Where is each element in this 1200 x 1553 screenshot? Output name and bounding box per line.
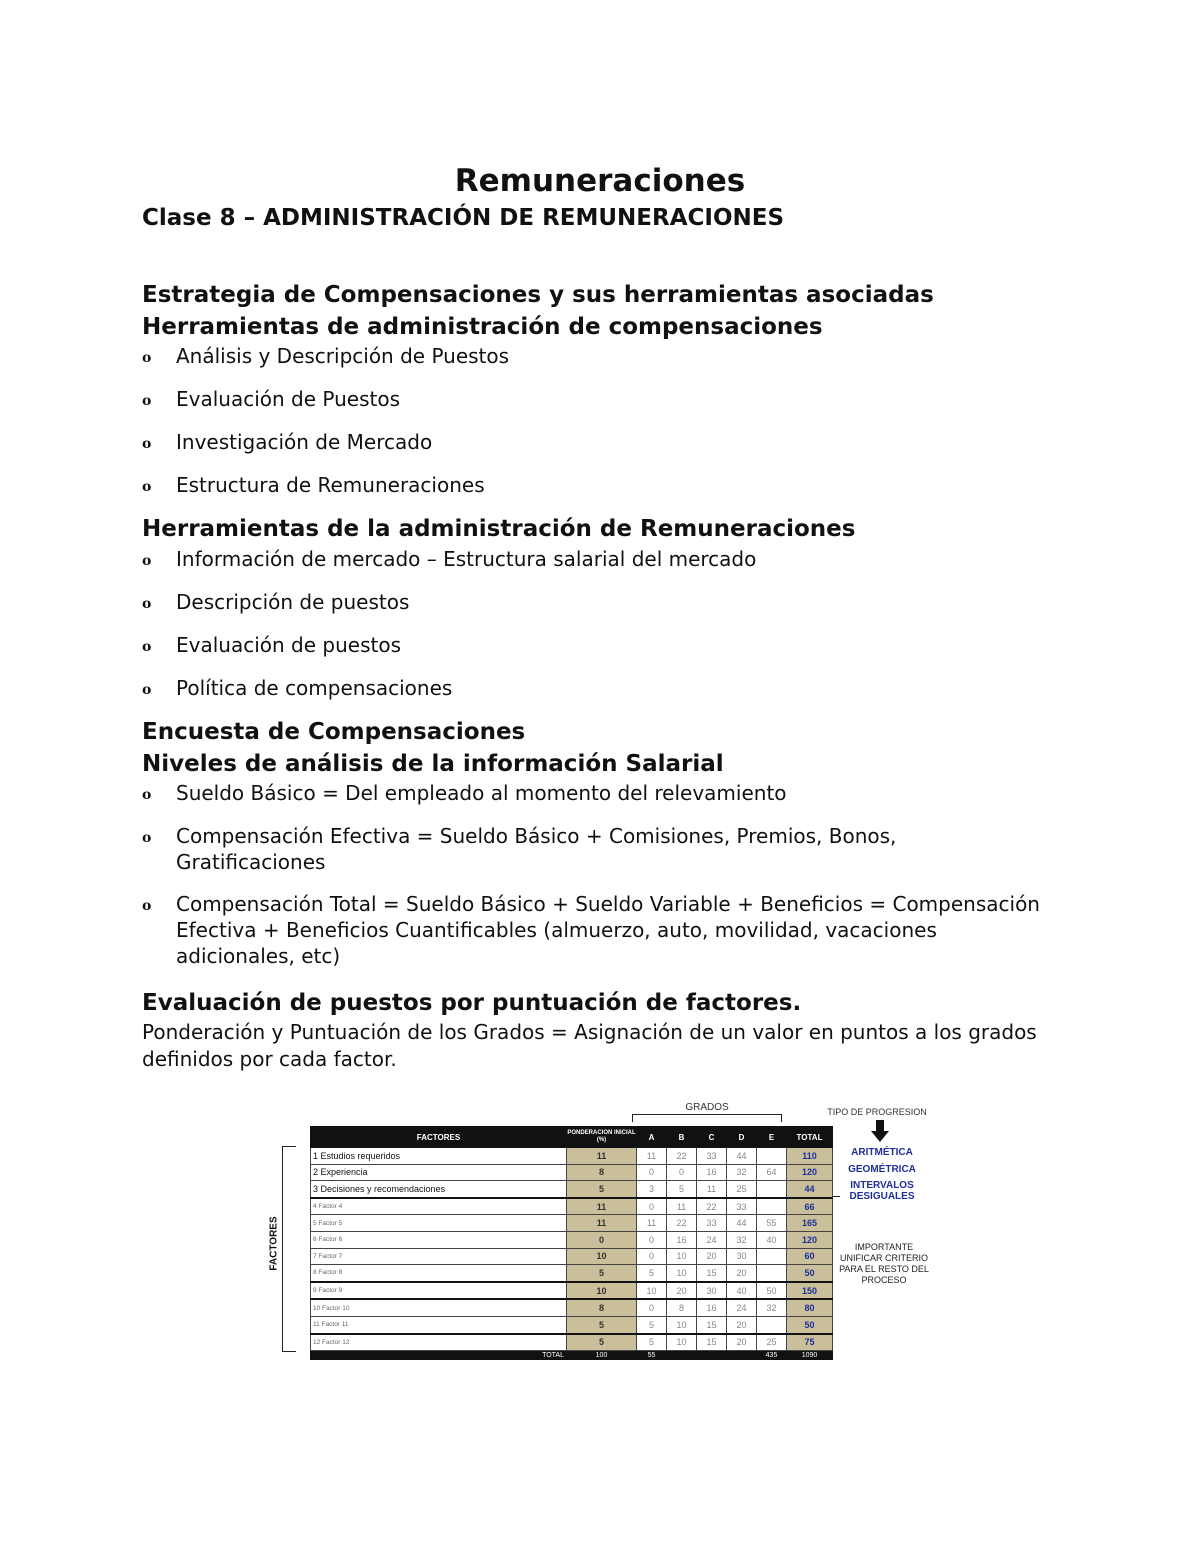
cell-d: 25 [727,1181,757,1198]
cell-total: 50 [787,1316,833,1333]
cell-c: 22 [697,1198,727,1215]
cell-d: 30 [727,1248,757,1265]
cell-d: 44 [727,1148,757,1165]
total-cell-label: TOTAL [311,1351,567,1360]
cell-pond: 5 [567,1316,637,1333]
progression-aritmetica: ARITMÉTICA [851,1147,913,1158]
herramientas-remuneraciones-list [142,546,1062,701]
cell-pond: 0 [567,1231,637,1248]
cell-a: 10 [637,1282,667,1300]
cell-d: 20 [727,1265,757,1282]
cell-a: 3 [637,1181,667,1198]
cell-total: 80 [787,1299,833,1316]
factors-table [310,1126,833,1360]
unificar-criterio-note: IMPORTANTE UNIFICAR CRITERIO PARA EL RESTO DEL PROCESO [839,1242,929,1285]
herramientas-remuneraciones-heading: Herramientas de la administración de Remuneraciones [142,516,856,542]
factor-name-cell: 7 Factor 7 [311,1248,567,1265]
header-b: B [667,1127,697,1148]
niveles-heading: Niveles de análisis de la información Salarial [142,751,724,777]
cell-total: 66 [787,1198,833,1215]
down-arrow-icon [876,1120,884,1131]
list-item: o Evaluación de Puestos [142,386,1062,412]
cell-b: 5 [667,1181,697,1198]
cell-c: 11 [697,1181,727,1198]
cell-b: 10 [667,1334,697,1351]
cell-pond: 8 [567,1299,637,1316]
cell-b: 11 [667,1198,697,1215]
cell-a: 0 [637,1248,667,1265]
total-cell-a: 55 [637,1351,667,1360]
header-ponderacion: PONDERACION INICIAL (%) [567,1127,637,1148]
class-subtitle: Clase 8 – ADMINISTRACIÓN DE REMUNERACIONES [142,205,785,231]
cell-pond: 11 [567,1198,637,1215]
cell-pond: 5 [567,1181,637,1198]
cell-b: 0 [667,1164,697,1181]
bullet-mark: o [142,639,152,655]
grados-label: GRADOS [685,1102,729,1113]
cell-c: 33 [697,1148,727,1165]
bullet-mark: o [142,479,152,495]
cell-c: 33 [697,1215,727,1232]
cell-total: 165 [787,1215,833,1232]
header-total: TOTAL [787,1127,833,1148]
cell-total: 120 [787,1164,833,1181]
table-row [311,1164,833,1181]
cell-d: 44 [727,1215,757,1232]
cell-e [757,1316,787,1333]
cell-c: 16 [697,1164,727,1181]
cell-e: 25 [757,1334,787,1351]
list-item: o Descripción de puestos [142,589,1062,615]
cell-pond: 10 [567,1248,637,1265]
cell-a: 0 [637,1299,667,1316]
list-item: o Investigación de Mercado [142,429,1062,455]
table-row [311,1299,833,1316]
progression-geometrica: GEOMÉTRICA [848,1164,916,1175]
evaluacion-heading: Evaluación de puestos por puntuación de factores. [142,990,802,1016]
header-d: D [727,1127,757,1148]
encuesta-heading: Encuesta de Compensaciones [142,719,526,745]
cell-c: 30 [697,1282,727,1300]
cell-total: 75 [787,1334,833,1351]
bullet-mark: o [142,393,152,409]
cell-pond: 5 [567,1265,637,1282]
total-cell-total: 1090 [787,1351,833,1360]
factor-name-cell: 2 Experiencia [311,1164,567,1181]
factor-name-cell: 1 Estudios requeridos [311,1148,567,1165]
factor-evaluation-figure [262,1098,942,1368]
estrategia-heading: Estrategia de Compensaciones y sus herramientas asociadas [142,282,934,308]
cell-d: 24 [727,1299,757,1316]
list-item: o Compensación Total = Sueldo Básico + Sueldo Variable + Beneficios = Compensación Efectiva + Beneficios Cuantificables (almuerzo, auto, movilidad, vacaciones adicionales, etc) [142,892,1040,968]
table-row [311,1231,833,1248]
cell-e [757,1265,787,1282]
bullet-mark: o [142,553,152,569]
cell-a: 0 [637,1198,667,1215]
cell-b: 20 [667,1282,697,1300]
header-e: E [757,1127,787,1148]
list-item: o Evaluación de puestos [142,632,1062,658]
factor-name-cell: 11 Factor 11 [311,1316,567,1333]
cell-b: 10 [667,1265,697,1282]
cell-pond: 10 [567,1282,637,1300]
cell-pond: 5 [567,1334,637,1351]
cell-d: 32 [727,1231,757,1248]
evaluacion-paragraph: Ponderación y Puntuación de los Grados = Asignación de un valor en puntos a los grados definidos por cada factor. [142,1020,1037,1071]
bullet-mark: o [142,787,152,803]
cell-c: 16 [697,1299,727,1316]
cell-e: 50 [757,1282,787,1300]
factor-name-cell: 5 Factor 5 [311,1215,567,1232]
list-item: o Compensación Efectiva = Sueldo Básico + Comisiones, Premios, Bonos, Gratificaciones [142,824,897,874]
factores-brace [282,1146,296,1352]
niveles-list [142,780,1042,969]
cell-e: 64 [757,1164,787,1181]
cell-c: 15 [697,1316,727,1333]
cell-c: 24 [697,1231,727,1248]
cell-d: 40 [727,1282,757,1300]
factor-name-cell: 12 Factor 12 [311,1334,567,1351]
table-row [311,1181,833,1198]
bullet-mark: o [142,596,152,612]
list-item: o Información de mercado – Estructura salarial del mercado [142,546,1062,572]
cell-e: 55 [757,1215,787,1232]
factor-name-cell: 6 Factor 6 [311,1231,567,1248]
tipo-progresion-label: TIPO DE PROGRESION [827,1107,927,1117]
cell-d: 33 [727,1198,757,1215]
cell-c: 15 [697,1334,727,1351]
factor-name-cell: 3 Decisiones y recomendaciones [311,1181,567,1198]
cell-b: 22 [667,1215,697,1232]
total-cell-b [667,1351,697,1360]
pointer-tick [832,1196,840,1197]
factor-name-cell: 8 Factor 8 [311,1265,567,1282]
list-item: o Estructura de Remuneraciones [142,472,1062,498]
cell-d: 20 [727,1334,757,1351]
table-row [311,1148,833,1165]
bullet-mark: o [142,436,152,452]
list-item: o Política de compensaciones [142,675,1062,701]
cell-b: 22 [667,1148,697,1165]
table-total-row [311,1351,833,1360]
table-row [311,1334,833,1351]
cell-e [757,1148,787,1165]
header-a: A [637,1127,667,1148]
cell-total: 150 [787,1282,833,1300]
cell-a: 0 [637,1231,667,1248]
table-row [311,1248,833,1265]
total-cell-pond: 100 [567,1351,637,1360]
cell-a: 11 [637,1148,667,1165]
factor-name-cell: 9 Factor 9 [311,1282,567,1300]
cell-d: 20 [727,1316,757,1333]
cell-b: 8 [667,1299,697,1316]
cell-e [757,1248,787,1265]
bullet-mark: o [142,830,152,846]
cell-b: 10 [667,1248,697,1265]
cell-total: 50 [787,1265,833,1282]
cell-e: 40 [757,1231,787,1248]
bullet-mark: o [142,350,152,366]
down-arrow-head-icon [871,1131,889,1142]
list-item: o Sueldo Básico = Del empleado al momento del relevamiento [142,780,1042,806]
total-cell-c [697,1351,727,1360]
grados-brace [632,1114,782,1122]
cell-a: 5 [637,1334,667,1351]
cell-b: 10 [667,1316,697,1333]
total-cell-e: 435 [757,1351,787,1360]
total-cell-d [727,1351,757,1360]
table-row [311,1282,833,1300]
cell-e [757,1181,787,1198]
table-header-row [311,1127,833,1148]
herramientas-compensaciones-heading: Herramientas de administración de compensaciones [142,314,823,340]
header-c: C [697,1127,727,1148]
cell-total: 60 [787,1248,833,1265]
cell-pond: 11 [567,1215,637,1232]
cell-total: 44 [787,1181,833,1198]
factor-name-cell: 4 Factor 4 [311,1198,567,1215]
bullet-mark: o [142,898,152,914]
cell-c: 20 [697,1248,727,1265]
bullet-mark: o [142,682,152,698]
header-factores: FACTORES [311,1127,567,1148]
cell-total: 110 [787,1148,833,1165]
table-row [311,1265,833,1282]
cell-d: 32 [727,1164,757,1181]
cell-a: 5 [637,1316,667,1333]
cell-pond: 11 [567,1148,637,1165]
table-row [311,1316,833,1333]
table-row [311,1215,833,1232]
cell-a: 11 [637,1215,667,1232]
cell-total: 120 [787,1231,833,1248]
cell-a: 5 [637,1265,667,1282]
cell-e: 32 [757,1299,787,1316]
herramientas-compensaciones-list [142,343,1062,498]
cell-e [757,1198,787,1215]
cell-b: 16 [667,1231,697,1248]
document-title: Remuneraciones [454,163,746,199]
cell-c: 15 [697,1265,727,1282]
list-item: o Análisis y Descripción de Puestos [142,343,1062,369]
table-row [311,1198,833,1215]
factor-name-cell: 10 Factor 10 [311,1299,567,1316]
factores-vertical-label: FACTORES [268,1216,280,1271]
cell-pond: 8 [567,1164,637,1181]
cell-a: 0 [637,1164,667,1181]
progression-intervalos: INTERVALOS DESIGUALES [849,1180,915,1202]
